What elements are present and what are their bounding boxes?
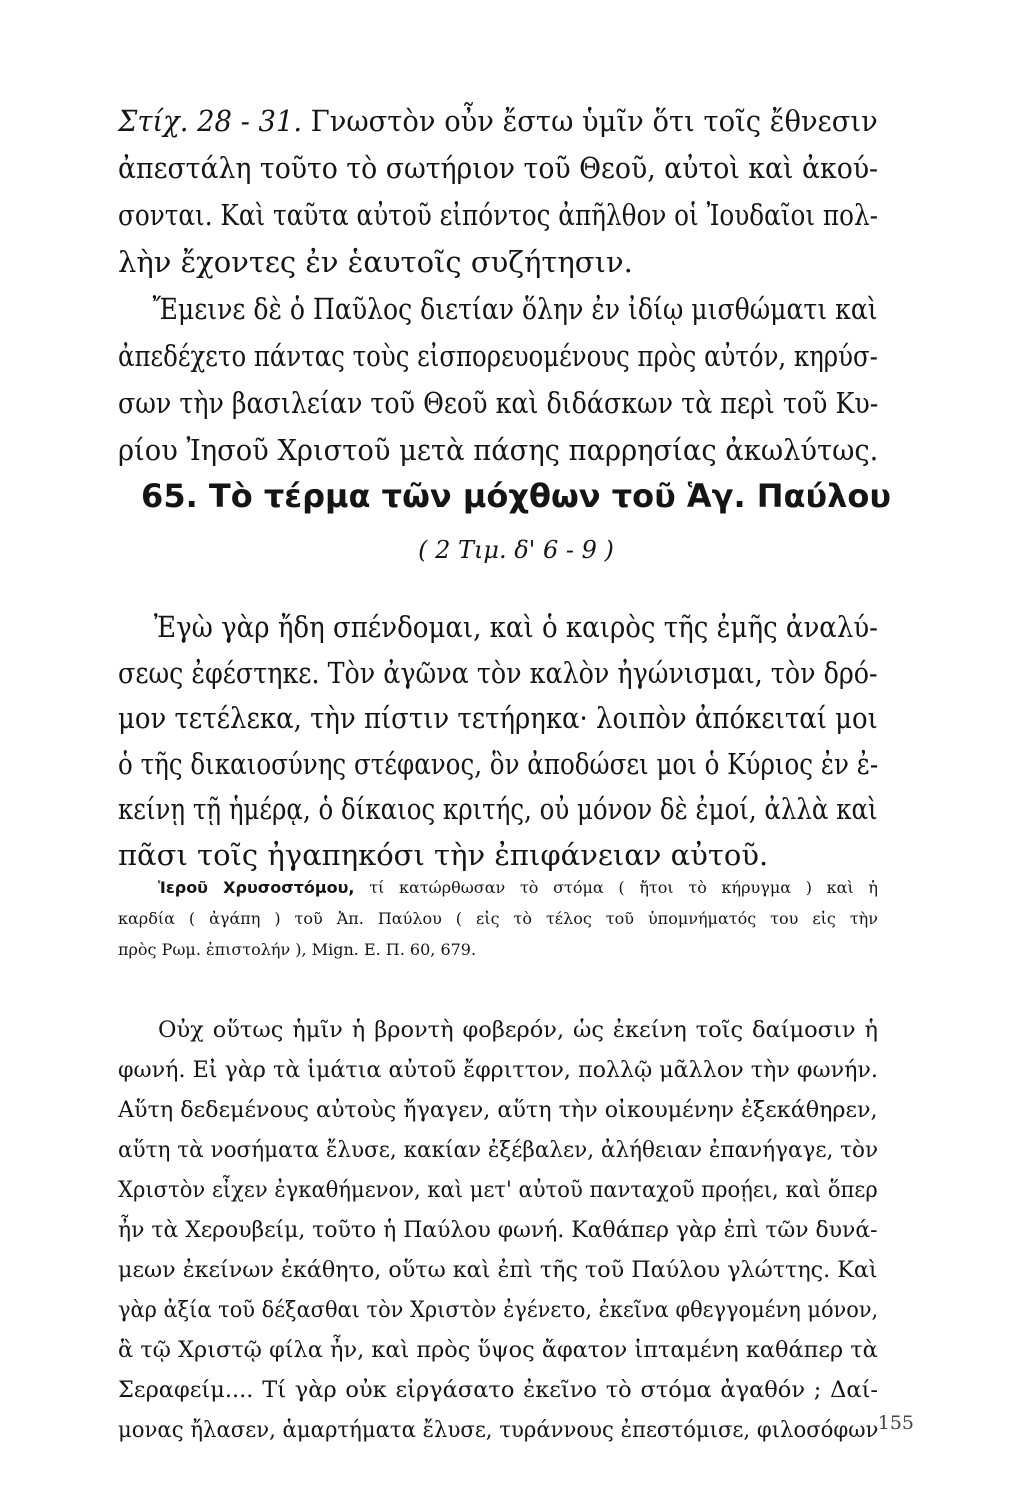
section-reference: ( 2 Τιμ. δ' 6 - 9 ) (418, 536, 614, 564)
text-line: πᾶσι τοῖς ἠγαπηκόσι τὴν ἐπιφάνειαν αὐτοῦ. (118, 837, 769, 872)
verse-reference: Στίχ. 28 - 31. (118, 104, 303, 138)
page-number: 155 (877, 1412, 914, 1434)
paragraph-chrysostom (118, 1010, 878, 1450)
text-line: σων τὴν βασιλείαν τοῦ Θεοῦ καὶ διδάσκων τὰ περὶ τοῦ Κυ- (118, 386, 879, 420)
text-line: μονας ἤλασεν, ἁμαρτήματα ἔλυσε, τυράννους ἐπεστόμισε, φιλοσόφων (118, 1417, 879, 1443)
text-line: καρδία ( ἀγάπη ) τοῦ Ἀπ. Παύλου ( εἰς τὸ τέλος τοῦ ὑπομνήματός του εἰς τὴν (118, 909, 878, 928)
text-line: ἀπεστάλη τοῦτο τὸ σωτήριον τοῦ Θεοῦ, αὐτοὶ καὶ ἀκού- (118, 151, 879, 185)
source-note (118, 872, 878, 965)
text-line: γὰρ ἀξία τοῦ δέξασθαι τὸν Χριστὸν ἐγένετο, ἐκεῖνα φθεγγομένη μόνον, (118, 1297, 879, 1323)
text-line: σονται. Καὶ ταῦτα αὐτοῦ εἰπόντος ἀπῆλθον οἱ Ἰουδαῖοι πολ- (118, 198, 878, 232)
text-line: μον τετέλεκα, τὴν πίστιν τετήρηκα· λοιπὸν ἀπόκειταί μοι (118, 701, 878, 736)
text-line: φωνή. Εἰ γὰρ τὰ ἱμάτια αὐτοῦ ἔφριττον, πολλῷ μᾶλλον τὴν φωνήν. (118, 1057, 878, 1083)
text-line: Ἱεροῦ Χρυσοστόμου, τί κατώρθωσαν τὸ στόμα ( ἤτοι τὸ κήρυγμα ) καὶ ἡ (158, 878, 878, 897)
text-line: Σεραφείμ.... Τί γὰρ οὐκ εἰργάσατο ἐκεῖνο τὸ στόμα ἀγαθόν ; Δαί- (118, 1377, 878, 1403)
text-line: ρίου Ἰησοῦ Χριστοῦ μετὰ πάσης παρρησίας ἀκωλύτως. (118, 433, 879, 467)
text-line: Στίχ. 28 - 31. Γνωστὸν οὖν ἔστω ὑμῖν ὅτι τοῖς ἔθνεσιν (118, 104, 878, 138)
paragraph-2tim (118, 605, 878, 879)
text-line: αὕτη τὰ νοσήματα ἔλυσε, κακίαν ἐξέβαλεν, ἀλήθειαν ἐπανήγαγε, τὸν (118, 1137, 879, 1163)
paragraph-acts-28 (118, 98, 878, 474)
text-line: Αὕτη δεδεμένους αὐτοὺς ἤγαγεν, αὕτη τὴν οἰκουμένην ἐξεκάθηρεν, (118, 1097, 878, 1123)
text-line: Χριστὸν εἶχεν ἐγκαθήμενον, καὶ μετ' αὐτοῦ πανταχοῦ προῄει, καὶ ὅπερ (118, 1177, 878, 1203)
text-line: ἃ τῷ Χριστῷ φίλα ἦν, καὶ πρὸς ὕψος ἄφατον ἱπταμένη καθάπερ τὰ (118, 1337, 878, 1363)
text-line: Οὐχ οὕτως ἡμῖν ἡ βροντὴ φοβερόν, ὡς ἐκείνη τοῖς δαίμοσιν ἡ (158, 1017, 878, 1043)
text-line: Ἔμεινε δὲ ὁ Παῦλος διετίαν ὅλην ἐν ἰδίῳ μισθώματι καὶ (152, 292, 878, 326)
text-line: σεως ἐφέστηκε. Τὸν ἀγῶνα τὸν καλὸν ἠγώνισμαι, τὸν δρό- (118, 655, 878, 690)
note-author: Ἱεροῦ Χρυσοστόμου, (158, 878, 355, 897)
text-line: πρὸς Ρωμ. ἐπιστολήν ), Mign. E. Π. 60, 679. (118, 940, 477, 959)
text-line: ἀπεδέχετο πάντας τοὺς εἰσπορευομένους πρὸς αὐτόν, κηρύσ- (118, 339, 878, 373)
section-title: 65. Τὸ τέρμα τῶν μόχθων τοῦ Ἁγ. Παύλου (141, 477, 891, 515)
text-line: ὁ τῆς δικαιοσύνης στέφανος, ὃν ἀποδώσει μοι ὁ Κύριος ἐν ἐ- (118, 746, 879, 781)
text-line: μεων ἐκείνων ἐκάθητο, οὕτω καὶ ἐπὶ τῆς τοῦ Παύλου γλώττης. Καὶ (118, 1257, 878, 1283)
text-line: κείνῃ τῇ ἡμέρᾳ, ὁ δίκαιος κριτής, οὐ μόνον δὲ ἐμοί, ἀλλὰ καὶ (118, 792, 878, 827)
text-line: Ἐγὼ γὰρ ἤδη σπένδομαι, καὶ ὁ καιρὸς τῆς ἐμῆς ἀναλύ- (153, 610, 878, 644)
text-line: λὴν ἔχοντες ἐν ἑαυτοῖς συζήτησιν. (118, 245, 633, 279)
text-line: ἦν τὰ Χερουβείμ, τοῦτο ἡ Παύλου φωνή. Καθάπερ γὰρ ἐπὶ τῶν δυνά- (118, 1217, 878, 1243)
